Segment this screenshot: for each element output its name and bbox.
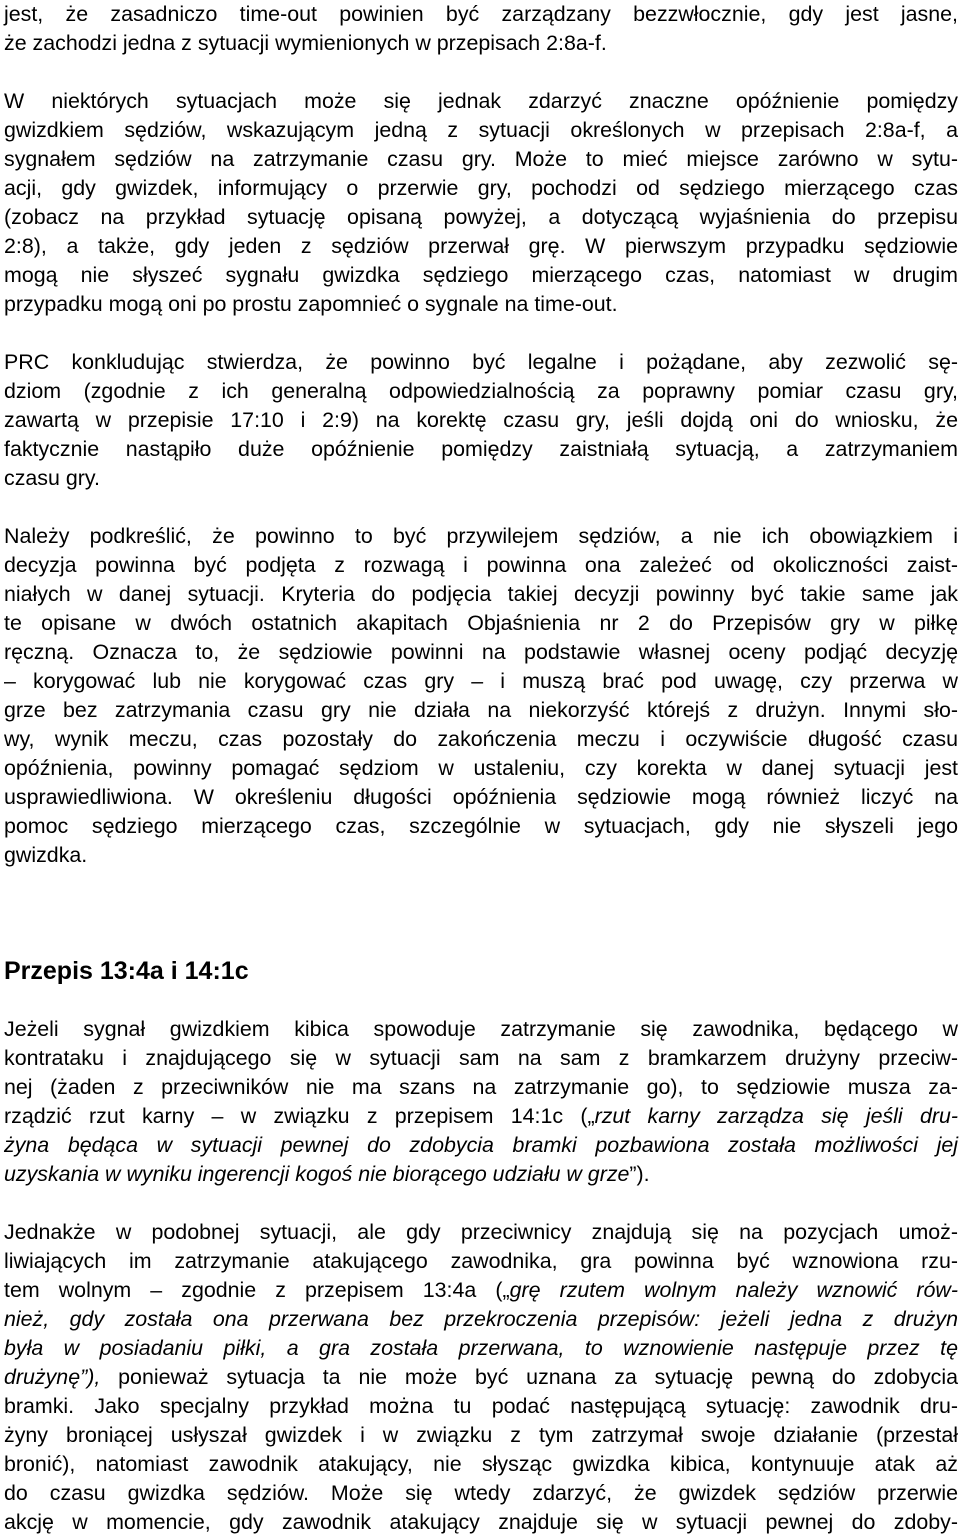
text-line: – korygować lub nie korygować czas gry – i muszą brać pod uwagę, czy przerwa w — [4, 669, 958, 693]
quote-text: była w posiadaniu piłki, a gra została przerwana, to wznowienie następuje przez tę — [4, 1336, 958, 1360]
paragraph — [4, 348, 958, 493]
text-line: decyzja powinna być podjęta z rozwagą i powinna ona zależeć od okoliczności zaist- — [4, 553, 958, 577]
text-run: ”). — [629, 1162, 650, 1186]
text-run: rządzić rzut karny – w związku z przepisem 14:1c („ — [4, 1104, 595, 1128]
text-line: jest, że zasadniczo time-out powinien być zarządzany bezzwłocznie, gdy jest jasne, — [4, 2, 958, 26]
text-line: te opisane w dwóch ostatnich akapitach Objaśnienia nr 2 do Przepisów gry w piłkę — [4, 611, 958, 635]
paragraph — [4, 522, 958, 870]
quote-text: uzyskania w wyniku ingerencji kogoś nie biorącego udziału w grze — [4, 1162, 630, 1186]
text-line: Jeżeli sygnał gwizdkiem kibica spowoduje zatrzymanie się zawodnika, będącego w — [4, 1017, 958, 1041]
text-line: przypadku mogą oni po prostu zapomnieć o sygnale na time-out. — [4, 292, 618, 316]
text-line: opóźnienia, powinny pomagać sędziom w ustaleniu, czy korekta w danej sytuacji jest — [4, 756, 958, 780]
text-run: tem wolnym – zgodnie z przepisem 13:4a („ — [4, 1278, 510, 1302]
text-line: W niektórych sytuacjach może się jednak zdarzyć znaczne opóźnienie pomiędzy — [4, 89, 958, 113]
text-line: pomoc sędziego mierzącego czas, szczególnie w sytuacjach, gdy nie słyszeli jego — [4, 814, 958, 838]
text-line: do czasu gwizdka sędziów. Może się wtedy zdarzyć, że gwizdek sędziów przerwie — [4, 1481, 958, 1505]
text-line: akcję w momencie, gdy zawodnik atakujący znajduje się w sytuacji pewnej do zdoby- — [4, 1510, 958, 1534]
text-line: bramki. Jako specjalny przykład można tu podać następującą sytuację: zawodnik dru- — [4, 1394, 958, 1418]
paragraph — [4, 1015, 958, 1189]
text-line: mogą nie słyszeć sygnału gwizdka sędziego mierzącego czas, natomiast w drugim — [4, 263, 958, 287]
text-line: PRC konkludując stwierdza, że powinno być legalne i pożądane, aby zezwolić sę- — [4, 350, 958, 374]
text-line — [4, 1102, 958, 1131]
text-line: czasu gry. — [4, 466, 100, 490]
document-page — [4, 0, 958, 1537]
section-heading: Przepis 13:4a i 14:1c — [4, 957, 249, 985]
quote-text: rzut karny zarządza się jeśli dru- — [594, 1104, 958, 1128]
text-line: 2:8), a także, gdy jeden z sędziów przerwał grę. W pierwszym przypadku sędziowie — [4, 234, 958, 258]
quote-text: żyna będąca w sytuacji pewnej do zdobycia bramki pozbawiona została możliwości jej — [4, 1133, 958, 1157]
text-line: nej (żaden z przeciwników nie ma szans na zatrzymanie go), to sędziowie musza za- — [4, 1075, 958, 1099]
text-line: ręczną. Oznacza to, że sędziowie powinni na podstawie własnej oceny podjąć decyzję — [4, 640, 958, 664]
text-line: gwizdka. — [4, 843, 88, 867]
text-line: niałych w danej sytuacji. Kryteria do podjęcia takiej decyzji powinny być takie same jak — [4, 582, 958, 606]
paragraph — [4, 87, 958, 319]
text-line: grze bez zatrzymania czasu gry nie działa na niekorzyść którejś z drużyn. Innymi sło- — [4, 698, 958, 722]
text-run: ponieważ sytuacja ta nie może być uznana za sytuację pewną do zdobycia — [100, 1365, 958, 1389]
text-line — [4, 1363, 958, 1392]
text-line: faktycznie nastąpiło duże opóźnienie pomiędzy zaistniałą sytuacją, a zatrzymaniem — [4, 437, 958, 461]
text-line: dziom (zgodnie z ich generalną odpowiedzialnością za poprawny pomiar czasu gry, — [4, 379, 958, 403]
text-line: zawartą w przepisie 17:10 i 2:9) na korektę czasu gry, jeśli dojdą oni do wniosku, że — [4, 408, 958, 432]
text-line: Należy podkreślić, że powinno to być przywilejem sędziów, a nie ich obowiązkiem i — [4, 524, 958, 548]
quote-text: grę rzutem wolnym należy wznowić rów- — [509, 1278, 958, 1302]
text-line: Jednakże w podobnej sytuacji, ale gdy przeciwnicy znajdują się na pozycjach umoż- — [4, 1220, 958, 1244]
paragraph — [4, 0, 958, 58]
text-line — [4, 1160, 958, 1189]
text-line: wy, wynik meczu, czas pozostały do zakończenia meczu i oczywiście długość czasu — [4, 727, 958, 751]
text-line: (zobacz na przykład sytuację opisaną powyżej, a dotyczącą wyjaśnienia do przepisu — [4, 205, 958, 229]
text-line: kontrataku i znajdującego się w sytuacji sam na sam z bramkarzem drużyny przeciw- — [4, 1046, 958, 1070]
text-line — [4, 1276, 958, 1305]
quote-text: nież, gdy została ona przerwana bez przekroczenia przepisów: jeżeli jedna z drużyn — [4, 1307, 958, 1331]
text-line: sygnałem sędziów na zatrzymanie czasu gry. Może to mieć miejsce zarówno w sytu- — [4, 147, 958, 171]
text-line: że zachodzi jedna z sytuacji wymienionych w przepisach 2:8a-f. — [4, 31, 607, 55]
text-line: acji, gdy gwizdek, informujący o przerwie gry, pochodzi od sędziego mierzącego czas — [4, 176, 958, 200]
quote-text: drużynę”), — [4, 1365, 101, 1389]
text-line: usprawiedliwiona. W określeniu długości opóźnienia sędziowie mogą również liczyć na — [4, 785, 958, 809]
paragraph — [4, 1218, 958, 1537]
text-line: bronić), natomiast zawodnik atakujący, nie słysząc gwizdka kibica, kontynuuje atak aż — [4, 1452, 958, 1476]
text-line: liwiających im zatrzymanie atakującego zawodnika, gra powinna być wznowiona rzu- — [4, 1249, 958, 1273]
text-line: gwizdkiem sędziów, wskazującym jedną z sytuacji określonych w przepisach 2:8a-f, a — [4, 118, 958, 142]
text-line: żyny broniącej usłyszał gwizdek i w związku z tym zatrzymał swoje działanie (przestał — [4, 1423, 958, 1447]
